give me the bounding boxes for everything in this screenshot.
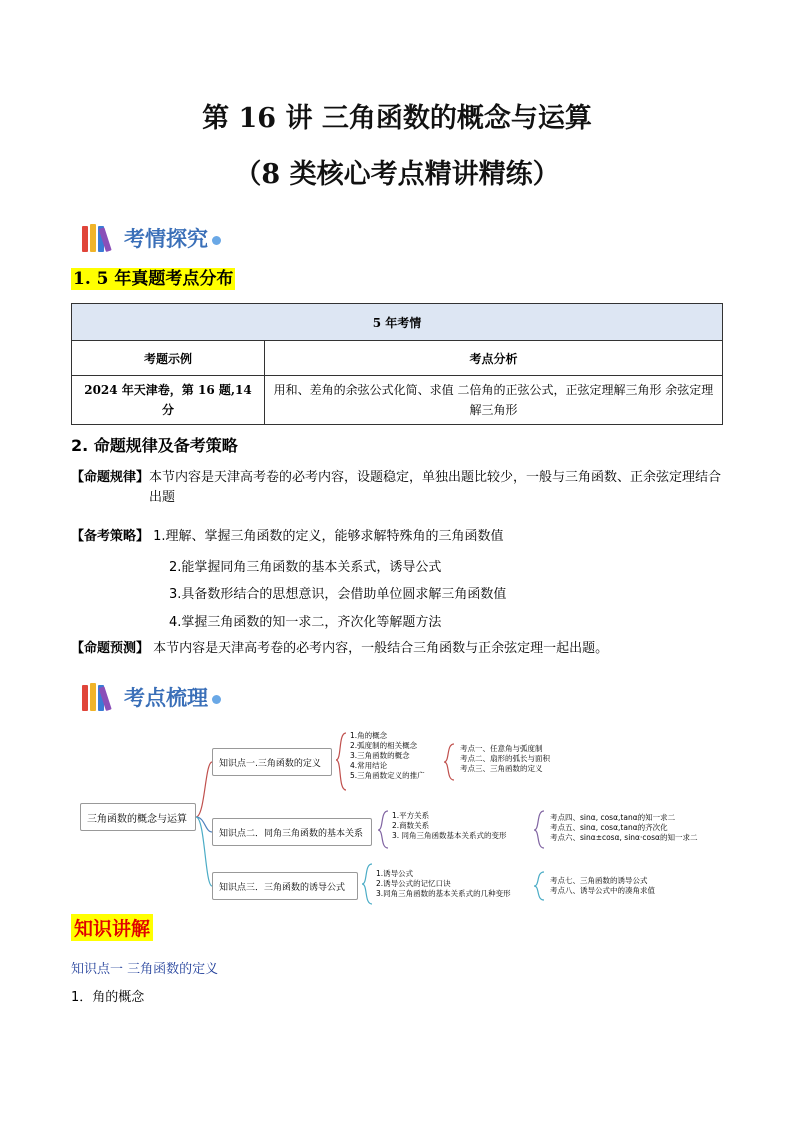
list-item: 3.三角函数的概念 xyxy=(350,751,410,760)
list-item: 考点八、诱导公式中的凑角求值 xyxy=(550,886,655,895)
mindmap-items xyxy=(350,731,425,781)
list-item: 5.三角函数定义的推广 xyxy=(350,771,425,780)
table-col-header: 考题示例 xyxy=(72,341,265,376)
list-item: 考点七、三角函数的诱导公式 xyxy=(550,876,648,885)
section-label: 考点梳理 xyxy=(124,686,208,710)
list-item: 4.常用结论 xyxy=(350,761,388,770)
mindmap-items xyxy=(376,869,511,899)
mindmap-branch: 知识点三．三角函数的诱导公式 xyxy=(212,872,358,900)
mindmap-root: 三角函数的概念与运算 xyxy=(80,803,196,831)
page-title: 第 16 讲 三角函数的概念与运算 xyxy=(202,103,592,134)
strategy-label: 【备考策略】 xyxy=(71,529,150,544)
list-item: 2.诱导公式的记忆口诀 xyxy=(376,879,451,888)
list-item: 考点一、任意角与弧度制 xyxy=(460,744,543,753)
list-item: 3. 同角三角函数基本关系式的变形 xyxy=(392,831,507,840)
table-caption: 5 年考情 xyxy=(72,304,723,341)
page-subtitle: （8 类核心考点精讲精练） xyxy=(234,159,560,190)
predict-text: 本节内容是天津高考卷的必考内容，一般结合三角函数与正余弦定理一起出题。 xyxy=(153,641,609,656)
list-item: 2.商数关系 xyxy=(392,821,430,830)
table-col-header: 考点分析 xyxy=(265,341,723,376)
rule-text: 本节内容是天津高考卷的必考内容，设题稳定，单独出题比较少，一般与三角函数、正余弦定理结合出题 xyxy=(149,470,722,505)
mindmap-items xyxy=(392,811,507,841)
table-cell: 用和、差角的余弦公式化简、求值 二倍角的正弦公式，正弦定理解三角形 余弦定理解三角形 xyxy=(265,376,723,425)
strategy-item: 4.掌握三角函数的知一求二，齐次化等解题方法 xyxy=(169,615,442,630)
knowledge-point-title: 知识点一 三角函数的定义 xyxy=(71,962,219,977)
mindmap-branch: 知识点一.三角函数的定义 xyxy=(212,748,332,776)
list-item: 考点四、sinα, cosα,tanα的知一求二 xyxy=(550,813,676,822)
strategy-item: 1.理解、掌握三角函数的定义，能够求解特殊角的三角函数值 xyxy=(153,529,504,544)
knowledge-heading: 知识讲解 xyxy=(71,914,153,941)
list-item: 考点六、sinα±cosα, sinα·cosα的知一求二 xyxy=(550,833,698,842)
predict-label: 【命题预测】 xyxy=(71,641,150,656)
list-item: 3.同角三角函数的基本关系式的几种变形 xyxy=(376,889,511,898)
list-item: 2.弧度制的相关概念 xyxy=(350,741,418,750)
mindmap-points xyxy=(550,813,697,843)
mindmap-points xyxy=(550,876,655,896)
list-item: 1.平方关系 xyxy=(392,811,430,820)
list-item: 考点二、扇形的弧长与面积 xyxy=(460,754,550,763)
table-cell: 2024 年天津卷，第 16 题,14 分 xyxy=(72,376,265,425)
rule-label: 【命题规律】 xyxy=(71,470,150,485)
knowledge-subtitle: 1．角的概念 xyxy=(71,990,145,1005)
list-item: 考点五、sinα, cosα,tanα的齐次化 xyxy=(550,823,668,832)
heading-rules: 2. 命题规律及备考策略 xyxy=(71,436,238,455)
strategy-item: 2.能掌握同角三角函数的基本关系式，诱导公式 xyxy=(169,560,442,575)
mindmap-branch: 知识点二．同角三角函数的基本关系 xyxy=(212,818,372,846)
section-label: 考情探究 xyxy=(124,227,208,251)
mindmap-points xyxy=(460,744,550,774)
list-item: 1.角的概念 xyxy=(350,731,388,740)
list-item: 1.诱导公式 xyxy=(376,869,414,878)
strategy-item: 3.具备数形结合的思想意识，会借助单位圆求解三角函数值 xyxy=(169,587,507,602)
list-item: 考点三、三角函数的定义 xyxy=(460,764,543,773)
heading-5year: 1. 5 年真题考点分布 xyxy=(73,269,234,289)
